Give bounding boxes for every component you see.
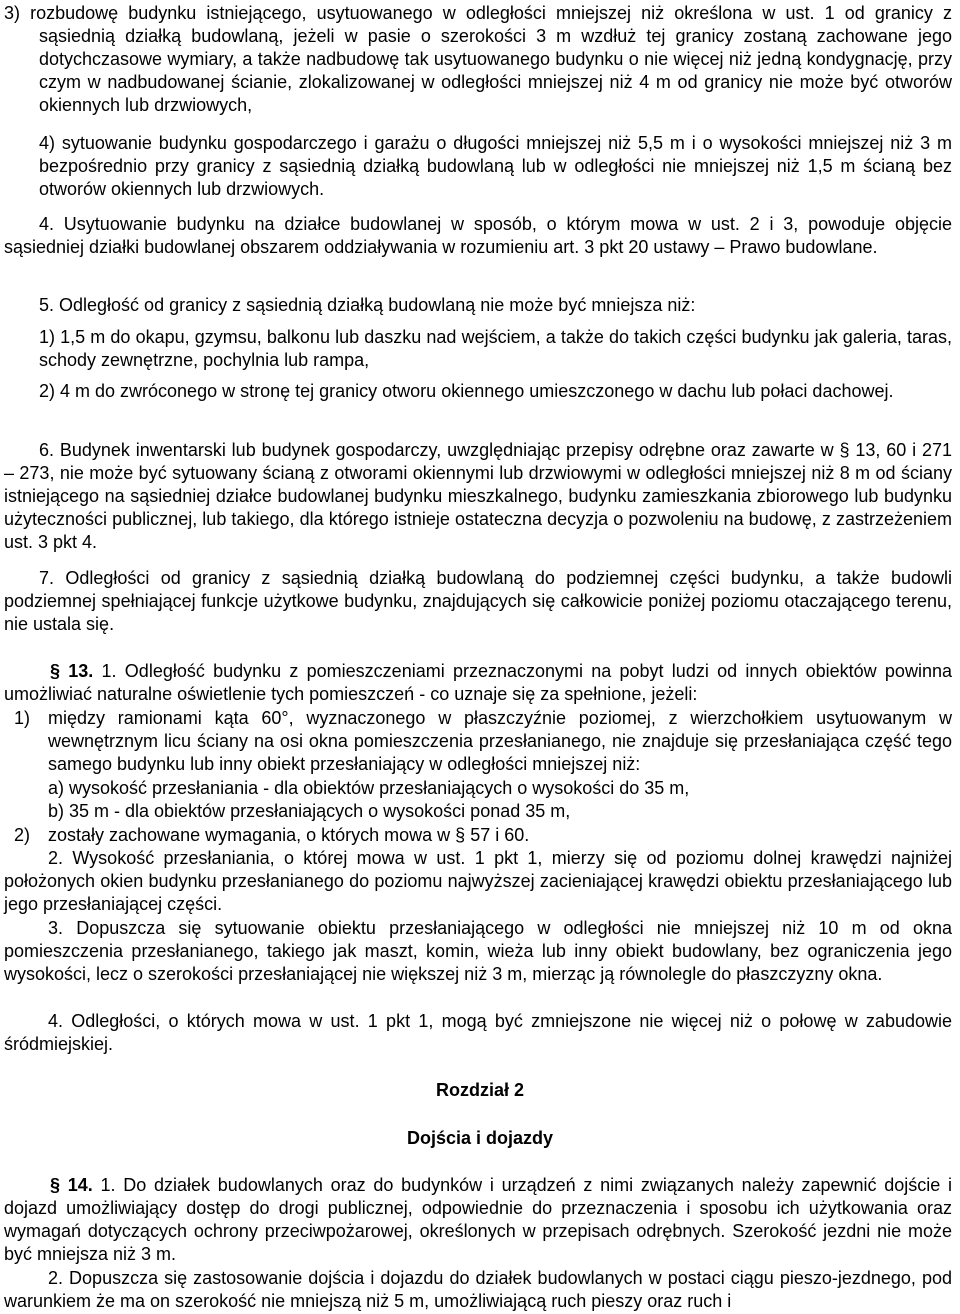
section-13-ust-4: 4. Odległości, o których mowa w ust. 1 pkt 1, mogą być zmniejszone nie więcej niż o połowę w zabudowie śródmiejskiej. [4,1011,952,1054]
paragraph-ust-6: 6. Budynek inwentarski lub budynek gospodarczy, uwzględniając przepisy odrębne oraz zawarte w § 13, 60 i 271 – 273, nie może być sytuowany ścianą z otworami okiennymi lub drzwiowymi w odległości mniejszej niż 8 m od ściany istniejącego na sąsiedniej działce budowlanej budynku mieszkalnego, budynku zamieszkania zbiorowego lub budynku użyteczności publicznej, lub takiego, dla którego istnieje ostateczna decyzja o pozwoleniu na budowę, z zastrzeżeniem ust. 3 pkt 4. [4,440,952,552]
section-13-intro: § 13. 1. Odległość budynku z pomieszczeniami przeznaczonymi na pobyt ludzi od innych obiektów powinna umożliwiać naturalne oświetlenie tych pomieszczeń - co uznaje się za spełnione, jeżeli: [4,661,952,704]
paragraph-3-rozbudowa: 3) rozbudowę budynku istniejącego, usytuowanego w odległości mniejszej niż określona w ust. 1 od granicy z sąsiednią działką budowlaną, jeżeli w pasie o szerokości 3 m wzdłuż tej granicy zostaną zachowane jego dotychczasowe wymiary, a także nadbudowę tak usytuowanego budynku o nie więcej niż jedną kondygnację, przy czym w nadbudowanej ścianie, zlokalizowanej w odległości mniejszej niż 4 m od granicy nie może być otworów okiennych lub drzwiowych, [4,3,952,115]
section-13-item-2: zostały zachowane wymagania, o których mowa w § 57 i 60. [48,825,530,845]
section-13-item-1a: a) wysokość przesłaniania - dla obiektów przesłaniających o wysokości do 35 m, [48,778,690,798]
paragraph-ust-5-pkt-1: 1) 1,5 m do okapu, gzymsu, balkonu lub daszku nad wejściem, a także do takich części budynku jak galeria, taras, schody zewnętrzne, pochylnia lub rampa, [39,327,952,370]
chapter-heading: Rozdział 2 [435,1080,524,1100]
section-14-ust-1: § 14. 1. Do działek budowlanych oraz do budynków i urządzeń z nimi związanych należy zapewnić dojście i dojazd umożliwiający dostęp do drogi publicznej, odpowiednie do przeznaczenia i sposobu ich użytkowania oraz wymagań dotyczących ochrony przeciwpożarowej, określonych w przepisach odrębnych. Szerokość jezdni nie może być mniejsza niż 3 m. [4,1175,952,1264]
section-13-number: § 13. [50,661,94,681]
section-13-item-1b: b) 35 m - dla obiektów przesłaniających o wysokości ponad 35 m, [48,801,571,821]
list-marker-1: 1) [14,708,31,728]
section-14-number: § 14. [50,1175,93,1195]
section-14-ust-2: 2. Dopuszcza się zastosowanie dojścia i dojazdu do działek budowlanych w postaci ciągu pieszo-jezdnego, pod warunkiem że ma on szerokość nie mniejszą niż 5 m, umożliwiającą ruch pieszy oraz ruch i [4,1268,952,1311]
paragraph-4-budynek-gospodarczy: 4) sytuowanie budynku gospodarczego i garażu o długości mniejszej niż 5,5 m i o wysokości mniejszej niż 3 m bezpośrednio przy granicy z sąsiednią działką budowlaną lub w odległości nie mniejszej niż 1,5 m ścianą bez otworów okiennych lub drzwiowych. [39,133,952,199]
section-13-ust-3: 3. Dopuszcza się sytuowanie obiektu przesłaniającego w odległości nie mniejszej niż 10 m od okna pomieszczenia przesłanianego, takiego jak maszt, komin, wieża lub inny obiekt budowlany, bez ograniczenia jego wysokości, lecz o szerokości przesłaniającej nie większej niż 3 m, mierząc ją równolegle do płaszczyzny okna. [4,918,952,984]
list-marker-2: 2) [14,825,31,845]
paragraph-ust-5-pkt-2: 2) 4 m do zwróconego w stronę tej granicy otworu okiennego umieszczonego w dachu lub połaci dachowej. [39,381,894,401]
paragraph-ust-4: 4. Usytuowanie budynku na działce budowlanej w sposób, o którym mowa w ust. 2 i 3, powoduje objęcie sąsiedniej działki budowlanej obszarem oddziaływania w rozumieniu art. 3 pkt 20 ustawy – Prawo budowlane. [4,214,952,257]
section-13-item-1: między ramionami kąta 60°, wyznaczonego w płaszczyźnie poziomej, z wierzchołkiem usytuowanym w wewnętrznym licu ściany na osi okna pomieszczenia przesłanianego, nie znajduje się przesłaniająca część tego samego budynku lub inny obiekt przesłaniający w odległości mniejszej niż: [48,708,952,774]
paragraph-ust-5: 5. Odległość od granicy z sąsiednią działką budowlaną nie może być mniejsza niż: [39,295,696,315]
section-13-ust-2: 2. Wysokość przesłaniania, o której mowa w ust. 1 pkt 1, mierzy się od poziomu dolnej krawędzi najniżej położonych okien budynku przesłanianego do poziomu najwyższej zacieniającej krawędzi obiektu przesłaniającego lub jego przesłaniającej części. [4,848,952,914]
chapter-title: Dojścia i dojazdy [406,1128,554,1148]
paragraph-ust-7: 7. Odległości od granicy z sąsiednią działką budowlaną do podziemnej części budynku, a także budowli podziemnej spełniającej funkcje użytkowe budynku, znajdujących się całkowicie poniżej poziomu otaczającego terenu, nie ustala się. [4,568,952,634]
